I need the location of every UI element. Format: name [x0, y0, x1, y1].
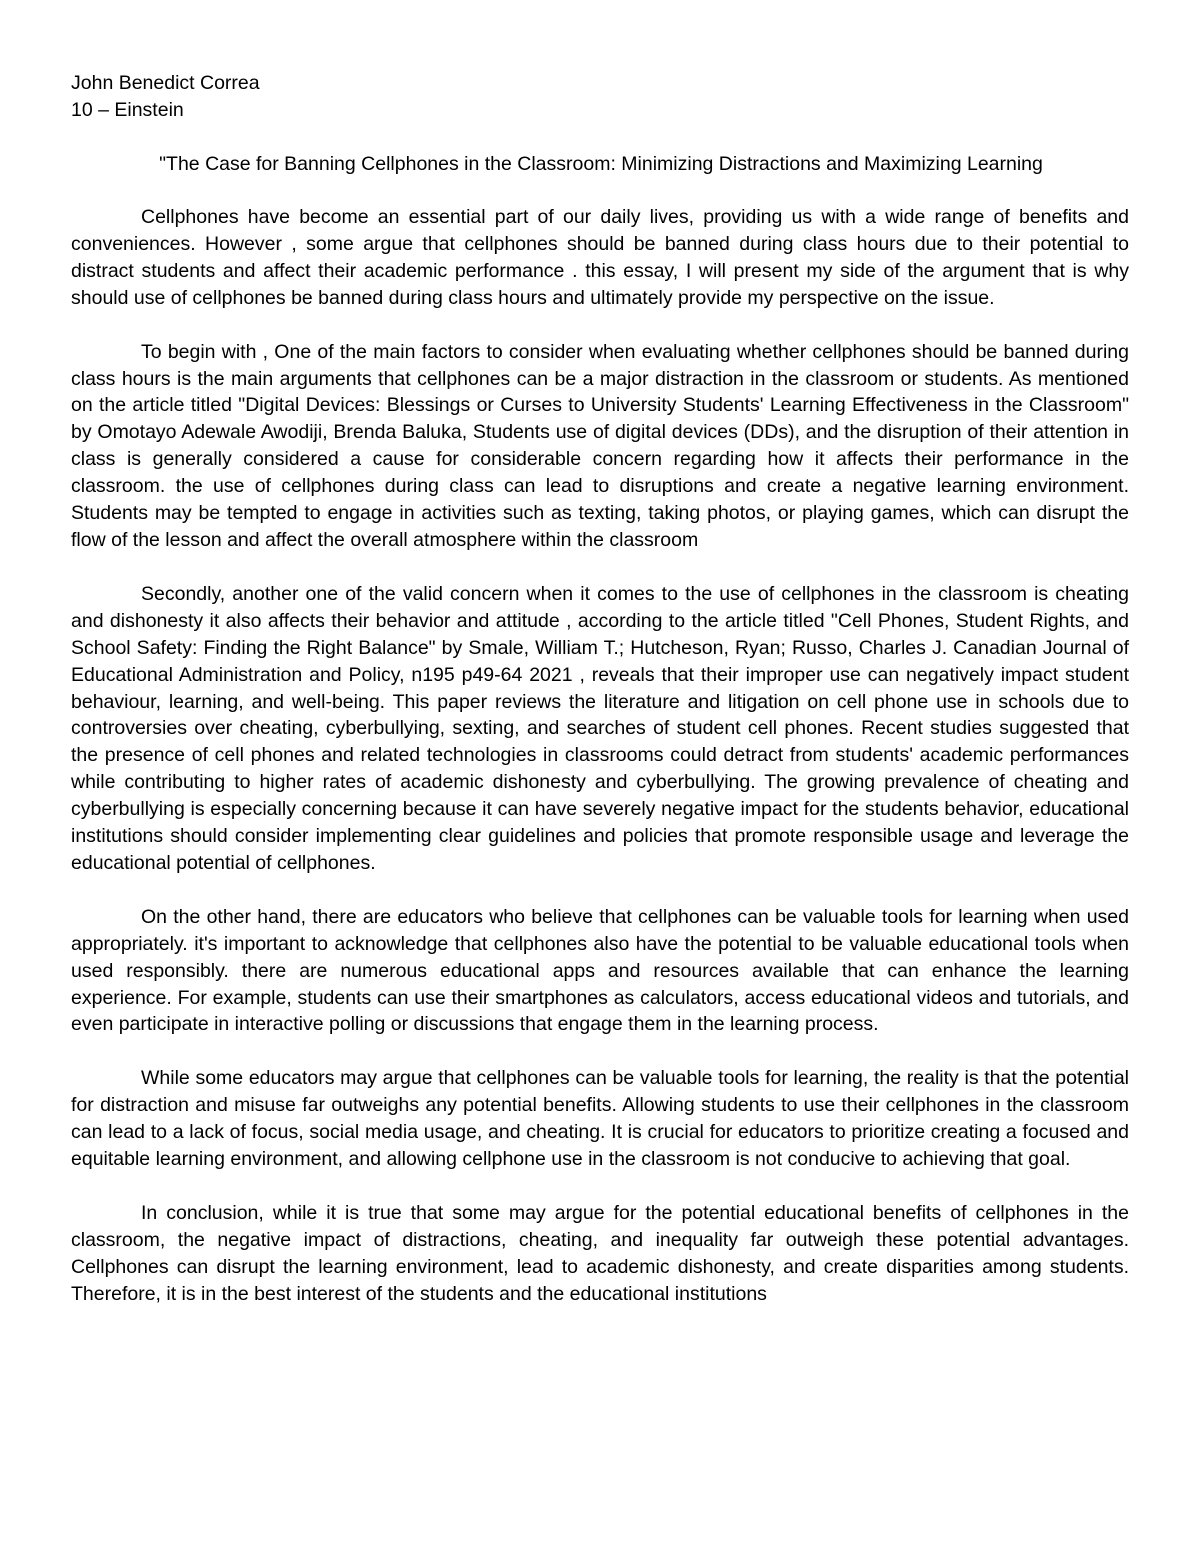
essay-body: [71, 204, 1129, 1335]
author-name: John Benedict Correa: [71, 72, 260, 94]
paragraph-counterargument: On the other hand, there are educators who believe that cellphones can be valuable tools for learning when used appropriately. it's important to acknowledge that cellphones also have the potential to be valuable educational tools when used responsibly. there are numerous educational apps and resources available that can enhance the learning experience. For example, students can use their smartphones as calculators, access educational videos and tutorials, and even participate in interactive polling or discussions that engage them in the learning process.: [71, 905, 1129, 1036]
paragraph-cheating: Secondly, another one of the valid concern when it comes to the use of cellphones in the classroom is cheating and dishonesty it also affects their behavior and attitude , according to the article titled "Cell Phones, Student Rights, and School Safety: Finding the Right Balance" by Smale, William T.; Hutcheson, Ryan; Russo, Charles J. Canadian Journal of Educational Administration and Policy, n195 p49-64 2021 , reveals that their improper use can negatively impact student behaviour, learning, and well-being. This paper reviews the literature and litigation on cell phone use in schools due to controversies over cheating, cyberbullying, sexting, and searches of student cell phones. Recent studies suggested that the presence of cell phones and related technologies in classrooms could detract from students' academic performances while contributing to higher rates of academic dishonesty and cyberbullying. The growing prevalence of cheating and cyberbullying is especially concerning because it can have severely negative impact for the students behavior, educational institutions should consider implementing clear guidelines and policies that promote responsible usage and leverage the educational potential of cellphones.: [71, 582, 1129, 874]
paragraph-distraction: To begin with , One of the main factors to consider when evaluating whether cellphones should be banned during class hours is the main arguments that cellphones can be a major distraction in the classroom or students. As mentioned on the article titled "Digital Devices: Blessings or Curses to University Students' Learning Effectiveness in the Classroom" by Omotayo Adewale Awodiji, Brenda Baluka, Students use of digital devices (DDs), and the disruption of their attention in class is generally considered a cause for considerable concern regarding how it affects their performance in the classroom. the use of cellphones during class can lead to disruptions and create a negative learning environment. Students may be tempted to engage in activities such as texting, taking photos, or playing games, which can disrupt the flow of the lesson and affect the overall atmosphere within the classroom: [71, 340, 1129, 551]
class-section: 10 – Einstein: [71, 98, 184, 121]
paragraph-conclusion: In conclusion, while it is true that some may argue for the potential educational benefits of cellphones in the classroom, the negative impact of distractions, cheating, and inequality far outweigh these potential advantages. Cellphones can disrupt the learning environment, lead to academic dishonesty, and create disparities among students. Therefore, it is in the best interest of the students and the educational institutions: [71, 1202, 1129, 1305]
paragraph-rebuttal: While some educators may argue that cellphones can be valuable tools for learning, the reality is that the potential for distraction and misuse far outweighs any potential benefits. Allowing students to use their cellphones in the classroom can lead to a lack of focus, social media usage, and cheating. It is crucial for educators to prioritize creating a focused and equitable learning environment, and allowing cellphone use in the classroom is not conducive to achieving that goal.: [71, 1067, 1129, 1171]
essay-title: "The Case for Banning Cellphones in the Classroom: Minimizing Distractions and Maximizing Learning: [159, 153, 1043, 175]
paragraph-introduction: Cellphones have become an essential part of our daily lives, providing us with a wide range of benefits and conveniences. However , some argue that cellphones should be banned during class hours due to their potential to distract students and affect their academic performance . this essay, I will present my side of the argument that is why should use of cellphones be banned during class hours and ultimately provide my perspective on the issue.: [71, 206, 1129, 309]
author-header: [71, 70, 1131, 124]
